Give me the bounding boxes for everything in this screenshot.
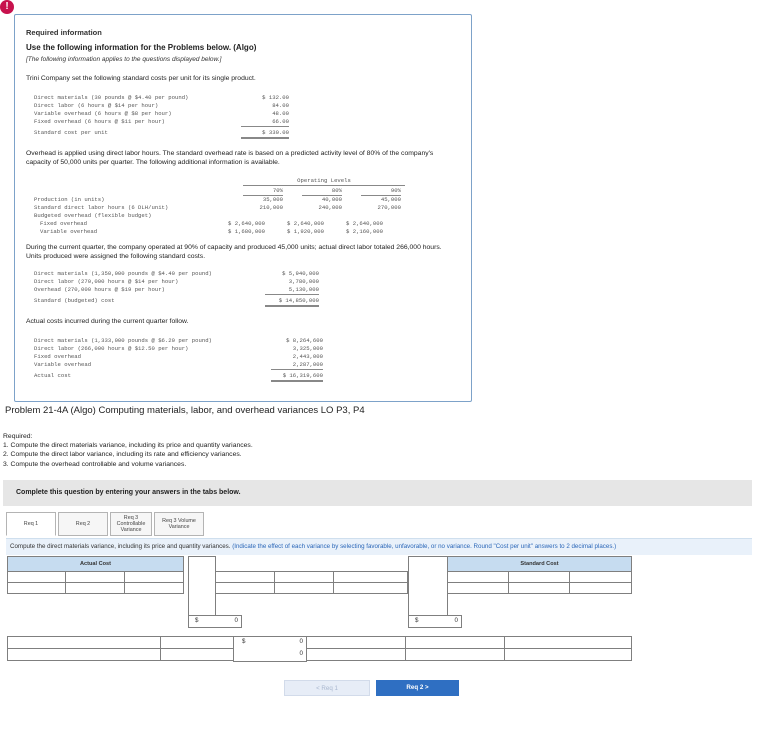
- op-row3-v1: $ 2,640,000: [287, 220, 324, 227]
- actual-qty-input-2[interactable]: [7, 582, 66, 594]
- assigned-value-2: 5,130,000: [265, 286, 319, 295]
- banner-text: Complete this question by entering your answers in the tabs below.: [16, 489, 241, 496]
- total-variance-input-2[interactable]: [306, 648, 406, 661]
- required-item-3: 3. Compute the overhead controllable and volume variances.: [3, 460, 187, 468]
- next-req-button[interactable]: Req 2 >: [376, 680, 459, 696]
- std-cost-label-2: Variable overhead (6 hours @ $8 per hour): [34, 110, 172, 117]
- actual-total-value: $ 16,319,600: [271, 372, 323, 382]
- mid-input-4[interactable]: [215, 582, 275, 594]
- actual-total-label: Actual cost: [34, 372, 71, 379]
- op-row-label-2: Budgeted overhead (flexible budget): [34, 212, 152, 219]
- prev-req-button[interactable]: < Req 1: [284, 680, 370, 696]
- required-information-panel: [14, 14, 472, 402]
- op-row1-v2: 270,000: [377, 204, 401, 211]
- variance-dollar: $: [242, 638, 246, 645]
- assigned-value-1: 3,780,000: [288, 278, 319, 285]
- required-item-1: 1. Compute the direct materials variance, including its price and quantity variances.: [3, 442, 253, 450]
- actual-price-input-2[interactable]: [65, 582, 125, 594]
- actual-total-cell[interactable]: [188, 615, 242, 628]
- standard-cost-header: Standard Cost: [447, 556, 632, 572]
- instructions-banner: [3, 480, 752, 506]
- actual-value-2: 2,443,000: [292, 353, 323, 360]
- std-cost-value-0: $ 132.00: [262, 94, 289, 101]
- assigned-label-1: Direct labor (270,000 hours @ $14 per hour): [34, 278, 179, 285]
- std-qty-input-2[interactable]: [447, 582, 509, 594]
- op-row4-v0: $ 1,680,000: [228, 228, 265, 235]
- op-row4-v1: $ 1,920,000: [287, 228, 324, 235]
- assigned-label-0: Direct materials (1,350,000 pounds @ $4.40 per pound): [34, 270, 212, 277]
- tab-req-3-volume[interactable]: Req 3 Volume Variance: [154, 512, 204, 536]
- assigned-value-0: $ 5,940,000: [282, 270, 319, 277]
- op-row-label-0: Production (in units): [34, 196, 105, 203]
- total-variance-amount[interactable]: [233, 636, 307, 662]
- op-col-70: 70%: [243, 187, 283, 196]
- standard-total-cell[interactable]: [408, 615, 462, 628]
- op-col-80: 80%: [302, 187, 342, 196]
- mid-input-5[interactable]: [274, 582, 334, 594]
- op-row-label-1: Standard direct labor hours (6 DLH/unit): [34, 204, 169, 211]
- tab-req-3-controllable[interactable]: Req 3 Controllable Variance: [110, 512, 152, 536]
- actual-value-1: 3,325,000: [292, 345, 323, 352]
- spacer-cell-right: [408, 556, 448, 618]
- std-cost-label-1: Direct labor (6 hours @ $14 per hour): [34, 102, 159, 109]
- actual-label-2: Fixed overhead: [34, 353, 81, 360]
- op-row1-v1: 240,000: [318, 204, 342, 211]
- info-title: Required information: [26, 28, 102, 37]
- current-quarter-paragraph: During the current quarter, the company operated at 90% of capacity and produced 45,000 units; actual direct labor totaled 266,000 hours. Units produced were assigned the following standard costs.: [26, 244, 442, 260]
- std-cost-label-0: Direct materials (30 pounds @ $4.40 per pound): [34, 94, 189, 101]
- tab-req-1[interactable]: Req 1: [6, 512, 56, 536]
- total-variance-label-input[interactable]: [504, 648, 632, 661]
- std-cost-value-2: 48.00: [272, 110, 289, 117]
- std-cost-label-3: Fixed overhead (6 hours @ $11 per hour): [34, 118, 165, 125]
- std-cost-value-3: 66.00: [241, 118, 289, 127]
- total-variance-input[interactable]: [7, 648, 161, 661]
- actual-total-dollar: $: [195, 617, 199, 624]
- required-item-2: 2. Compute the direct labor variance, including its rate and efficiency variances.: [3, 451, 242, 459]
- op-row0-v0: 35,000: [262, 196, 283, 203]
- actual-total-zero: 0: [234, 617, 238, 624]
- actual-value-0: $ 8,264,600: [286, 337, 323, 344]
- actual-cost-header: Actual Cost: [7, 556, 184, 572]
- alert-icon: !: [0, 0, 14, 14]
- std-cost-total-label: Standard cost per unit: [34, 129, 108, 136]
- info-intro: Trini Company set the following standard costs per unit for its single product.: [26, 75, 256, 82]
- op-row3-v2: $ 2,640,000: [346, 220, 383, 227]
- assigned-label-2: Overhead (270,000 hours @ $19 per hour): [34, 286, 165, 293]
- tab-req-2[interactable]: Req 2: [58, 512, 108, 536]
- instruction-text: Compute the direct materials variance, including its price and quantity variances.: [10, 543, 231, 550]
- op-col-90: 90%: [361, 187, 401, 196]
- mid-input-6[interactable]: [333, 582, 408, 594]
- op-row-label-3: Fixed overhead: [40, 220, 87, 227]
- assigned-total-value: $ 14,850,000: [265, 297, 319, 307]
- overhead-paragraph: Overhead is applied using direct labor hours. The standard overhead rate is based on a predicted activity level of 80% of the company's capacity of 50,000 units per quarter. The following additional information is available.: [26, 150, 434, 166]
- std-price-input-2[interactable]: [508, 582, 570, 594]
- actual-intro: Actual costs incurred during the current quarter follow.: [26, 318, 189, 325]
- question-instruction: [6, 538, 752, 555]
- total-variance-select[interactable]: [160, 648, 234, 661]
- assigned-total-label: Standard (budgeted) cost: [34, 297, 115, 304]
- total-variance-select-2[interactable]: [405, 648, 505, 661]
- actual-value-3: 2,287,000: [271, 361, 323, 370]
- info-subtitle: Use the following information for the Problems below. (Algo): [26, 43, 257, 52]
- standard-total-zero: 0: [454, 617, 458, 624]
- std-cost-input-2[interactable]: [569, 582, 632, 594]
- std-cost-value-1: 84.00: [272, 102, 289, 109]
- actual-cost-input-2[interactable]: [124, 582, 184, 594]
- info-note: [The following information applies to the questions displayed below.]: [26, 56, 222, 63]
- variance-zero-2: 0: [299, 650, 303, 657]
- problem-title: Problem 21-4A (Algo) Computing materials, labor, and overhead variances LO P3, P4: [5, 405, 365, 416]
- op-row0-v1: 40,000: [321, 196, 342, 203]
- required-heading: Required:: [3, 433, 33, 440]
- actual-label-0: Direct materials (1,333,000 pounds @ $6.20 per pound): [34, 337, 212, 344]
- op-row-label-4: Variable overhead: [40, 228, 98, 235]
- op-row1-v0: 210,000: [259, 204, 283, 211]
- op-row0-v2: 45,000: [380, 196, 401, 203]
- variance-zero-1: 0: [299, 638, 303, 645]
- spacer-cell: [188, 556, 216, 618]
- standard-total-dollar: $: [415, 617, 419, 624]
- op-levels-title: Operating Levels: [243, 177, 405, 186]
- required-list: [3, 432, 253, 469]
- actual-label-1: Direct labor (266,000 hours @ $12.50 per hour): [34, 345, 189, 352]
- op-row3-v0: $ 2,640,000: [228, 220, 265, 227]
- op-row4-v2: $ 2,160,000: [346, 228, 383, 235]
- std-cost-total-value: $ 330.00: [241, 129, 289, 139]
- actual-label-3: Variable overhead: [34, 361, 92, 368]
- instruction-hint: (Indicate the effect of each variance by selecting favorable, unfavorable, or no variance. Round "Cost per unit" answers to 2 decimal places.): [232, 543, 617, 550]
